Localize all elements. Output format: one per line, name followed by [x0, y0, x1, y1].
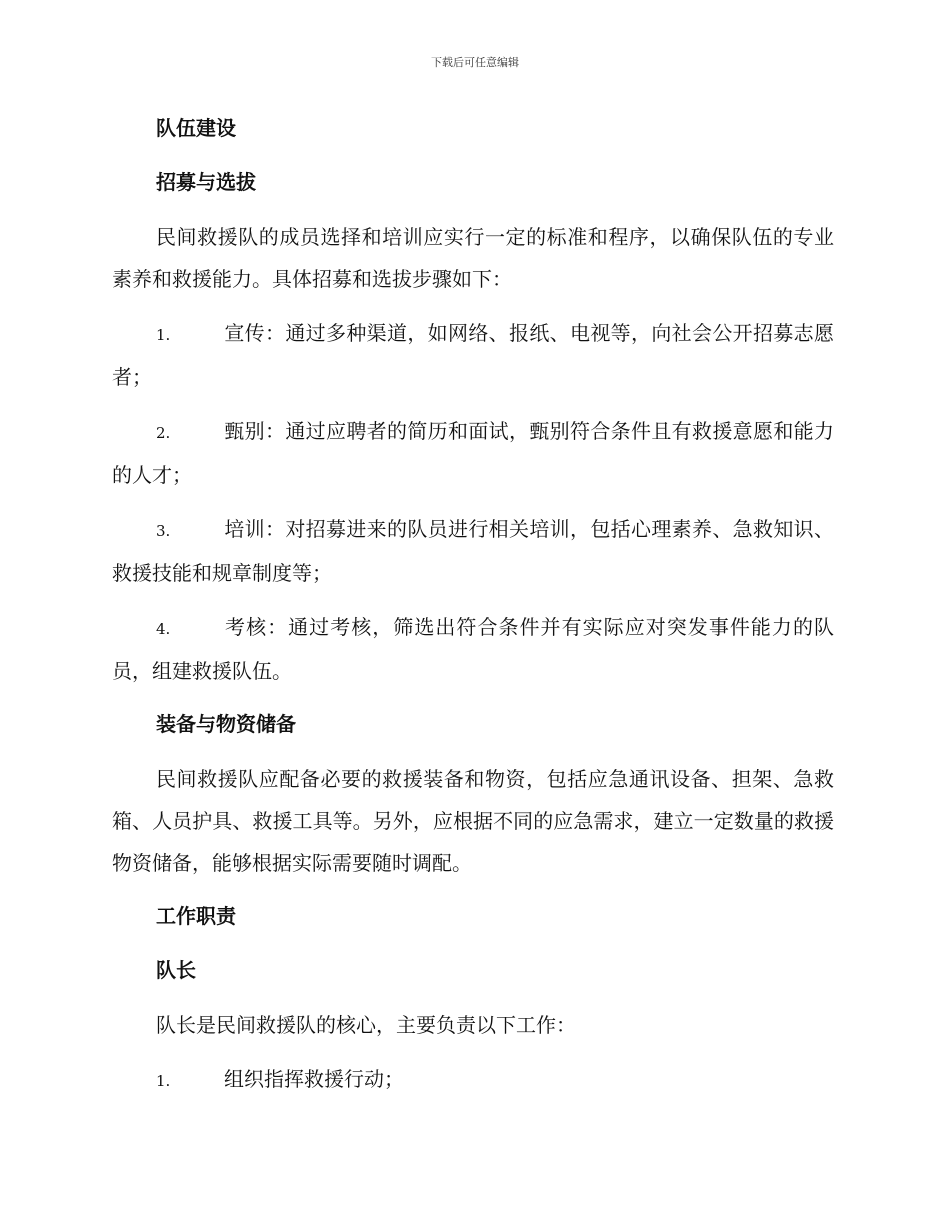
- heading-captain: 队长: [156, 958, 196, 982]
- list-number: 3.: [156, 522, 171, 540]
- list-number: 1.: [156, 326, 171, 344]
- recruitment-item-2: [112, 410, 834, 496]
- list-text: 考核：通过考核，筛选出符合条件并有实际应对突发事件能力的队员，组建救援队伍。: [112, 615, 834, 683]
- captain-intro: 队长是民间救援队的核心，主要负责以下工作：: [156, 1013, 576, 1037]
- list-text: 培训：对招募进来的队员进行相关培训，包括心理素养、急救知识、救援技能和规章制度等；: [112, 517, 834, 585]
- recruitment-item-1: [112, 312, 834, 398]
- heading-recruitment: 招募与选拔: [156, 170, 256, 194]
- list-text: 宣传：通过多种渠道，如网络、报纸、电视等，向社会公开招募志愿者；: [112, 321, 834, 389]
- recruitment-item-4: [112, 606, 834, 692]
- document-body: [112, 108, 834, 1114]
- list-number: 4.: [156, 620, 171, 638]
- header-note: 下载后可任意编辑: [431, 56, 519, 69]
- captain-item-1: [112, 1058, 834, 1102]
- list-text: 甄别：通过应聘者的简历和面试，甄别符合条件且有救援意愿和能力的人才；: [112, 419, 834, 487]
- list-number: 1.: [156, 1072, 171, 1090]
- list-number: 2.: [156, 424, 171, 442]
- recruitment-intro: 民间救援队的成员选择和培训应实行一定的标准和程序，以确保队伍的专业素养和救援能力。具体招募和选拔步骤如下：: [112, 225, 834, 291]
- heading-duties: 工作职责: [156, 904, 236, 928]
- equipment-text: 民间救援队应配备必要的救援装备和物资，包括应急通讯设备、担架、急救箱、人员护具、救援工具等。另外，应根据不同的应急需求，建立一定数量的救援物资储备，能够根据实际需要随时调配。: [112, 767, 834, 875]
- heading-equipment: 装备与物资储备: [156, 712, 296, 736]
- heading-team-building: 队伍建设: [156, 116, 236, 140]
- list-text: 组织指挥救援行动；: [224, 1067, 404, 1091]
- recruitment-item-3: [112, 508, 834, 594]
